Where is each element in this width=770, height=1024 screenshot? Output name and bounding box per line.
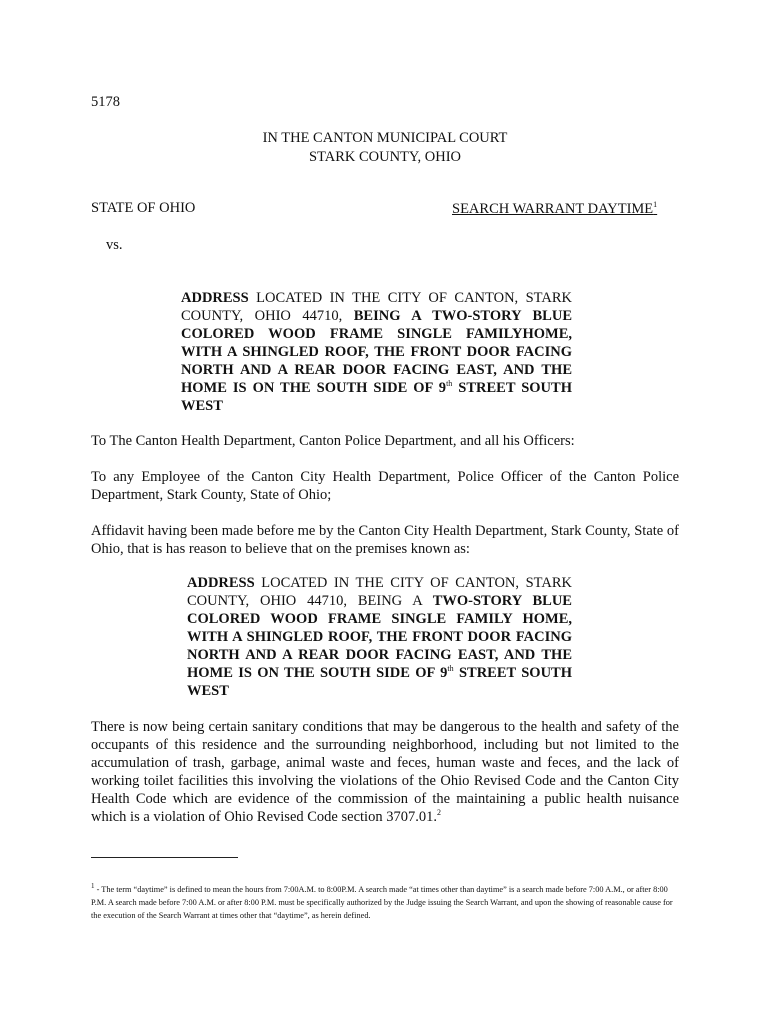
court-name: IN THE CANTON MUNICIPAL COURT — [262, 130, 508, 146]
conditions-text: There is now being certain sanitary conditions that may be dangerous to the health and safety of the occupants of this residence and the surrounding neighborhood, including but not limited to the accumulation of trash, garbage, animal waste and feces, human waste and feces, and the lack of working toilet facilities this involving the violations of the Ohio Revised Code and the Canton City Health Code which are evidence of the commission of the maintaining a public health nuisance which is a violation of Ohio Revised Code section 3707.01. — [91, 719, 679, 825]
address-street: STREET SOUTH WEST — [187, 665, 572, 699]
ordinal-suffix: th — [447, 664, 454, 674]
address-street: STREET SOUTH WEST — [181, 380, 572, 414]
document-number: 5178 — [91, 94, 120, 110]
footnote-text: - The term “daytime” is defined to mean the hours from 7:00A.M. to 8:00P.M. A search made “at times other than daytime” is a search made before 7:00 A.M., or after 8:00 P.M. A search made before 7:00 A.M. or after 8:00 P.M. must be specifically authorized by the Judge issuing the Search Warrant, and upon the showing of reasonable cause for the execution of the Search Warrant at times other that “daytime”, as herein defined. — [91, 884, 673, 920]
footnote — [91, 880, 679, 922]
address-block-1 — [181, 289, 572, 415]
address-label: ADDRESS — [181, 290, 249, 306]
affidavit-paragraph: Affidavit having been made before me by the Canton City Health Department, Stark County, State of Ohio, that is has reason to believe that on the premises known as: — [91, 523, 679, 557]
footnote-ref-2: 2 — [436, 808, 441, 818]
greeting-employees: To any Employee of the Canton City Health Department, Police Officer of the Canton Police Department, Stark County, State of Ohio; — [91, 469, 679, 503]
versus-label: vs. — [106, 237, 123, 253]
footnote-mark: 1 — [91, 882, 95, 890]
footnote-ref-1: 1 — [653, 200, 658, 209]
address-label: ADDRESS — [187, 575, 255, 591]
plaintiff-name: STATE OF OHIO — [91, 200, 196, 216]
court-county: STARK COUNTY, OHIO — [308, 149, 462, 165]
address-bold-text: TWO-STORY BLUE COLORED WOOD FRAME SINGLE FAMILY HOME, WITH A SHINGLED ROOF, THE FRONT DOOR FACING NORTH AND A REAR DOOR FACING EAST, AND THE HOME IS ON THE SOUTH SIDE OF 9 — [187, 593, 572, 681]
footnote-divider — [91, 857, 238, 858]
greeting-departments: To The Canton Health Department, Canton Police Department, and all his Officers: — [91, 433, 575, 449]
address-plain-text: LOCATED IN THE CITY OF CANTON, STARK COUNTY, OHIO 44710, — [181, 290, 572, 324]
address-plain-text: LOCATED IN THE CITY OF CANTON, STARK COUNTY, OHIO 44710, BEING A — [187, 575, 572, 609]
document-title — [452, 200, 657, 218]
conditions-paragraph — [91, 718, 679, 826]
document-title-text: SEARCH WARRANT DAYTIME — [452, 200, 654, 217]
address-block-2 — [187, 574, 572, 700]
address-bold-text: BEING A TWO-STORY BLUE COLORED WOOD FRAME SINGLE FAMILYHOME, WITH A SHINGLED ROOF, THE FRONT DOOR FACING NORTH AND A REAR DOOR FACING EAST, AND THE HOME IS ON THE SOUTH SIDE OF 9 — [181, 308, 572, 396]
ordinal-suffix: th — [446, 379, 453, 389]
